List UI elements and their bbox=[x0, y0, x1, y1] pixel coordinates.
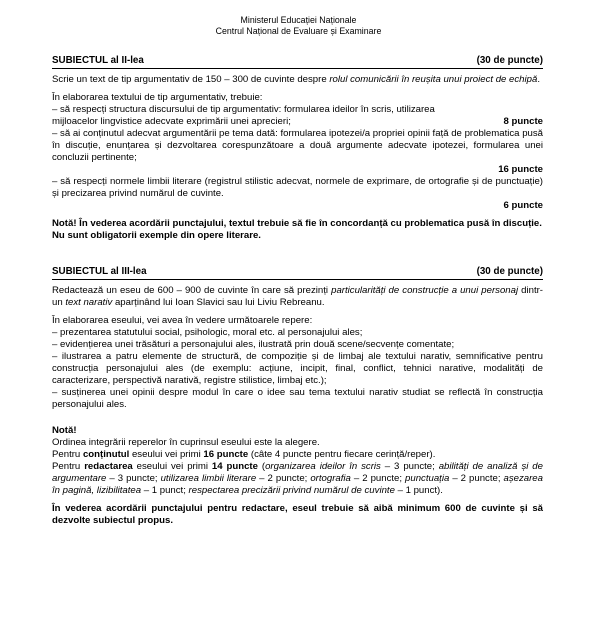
subject-3-points: (30 de puncte) bbox=[476, 266, 543, 277]
subject-3-title-row bbox=[52, 266, 543, 280]
criterion-2: – să ai conținutul adecvat argumentării pe tema dată: formularea ipotezei/a propriei opinii față de problematica pusă în discuție, enunțarea și dezvoltarea corespunzătoare a două argumente adecvate ipotezei, formularea unei concluzii pertinente; bbox=[52, 128, 543, 163]
document-header bbox=[0, 15, 597, 37]
note-content: Pentru conținutul eseului vei primi 16 puncte (câte 4 puncte pentru fiecare cerință/reper). bbox=[52, 449, 436, 460]
subject-2-points: (30 de puncte) bbox=[476, 55, 543, 66]
final-requirement: În vederea acordării punctajului pentru redactare, eseul trebuie să aibă minimum 600 de cuvinte și să dezvolte subiectul propus. bbox=[52, 503, 543, 526]
criterion-2-points: 16 puncte bbox=[498, 164, 543, 175]
subject-3 bbox=[52, 266, 543, 527]
subject-2-note-2: Nu sunt obligatorii exemple din opere literare. bbox=[52, 230, 261, 241]
criterion-1-points: 8 puncte bbox=[503, 116, 543, 127]
header-ministry: Ministerul Educației Naționale bbox=[240, 15, 357, 25]
subject-3-intro: În elaborarea eseului, vei avea în vedere următoarele repere: bbox=[52, 315, 313, 326]
note-order: Ordinea integrării reperelor în cuprinsul eseului este la alegere. bbox=[52, 437, 320, 448]
subject-3-note-title: Notă! bbox=[52, 425, 77, 436]
reper-2: – evidențierea unei trăsături a personajului ales, ilustrată prin două scene/secvențe comentate; bbox=[52, 339, 455, 350]
criterion-1-line: mijloacelor lingvistice adecvate exprimării unei aprecieri; 8 puncte bbox=[52, 116, 543, 127]
header-center: Centrul Național de Evaluare și Examinare bbox=[215, 26, 382, 36]
reper-3: – ilustrarea a patru elemente de structură, de compoziție și de limbaj ale textului narativ, semnificative pentru construcția personajului ales (de exemplu: acțiune, incipit, final, conflict, tehnici narative, modalități de caracterizare, perspectivă narativă, registre stilistice, limbaj etc.); bbox=[52, 351, 543, 386]
subject-3-title: SUBIECTUL al III-lea bbox=[52, 266, 147, 277]
criterion-3-points: 6 puncte bbox=[503, 200, 543, 211]
subject-2-intro: În elaborarea textului de tip argumentativ, trebuie: bbox=[52, 92, 263, 103]
criterion-1: – să respecți structura discursului de tip argumentativ: formularea ideilor în scris, utilizarea bbox=[52, 104, 435, 115]
reper-1: – prezentarea statutului social, psihologic, moral etc. al personajului ales; bbox=[52, 327, 363, 338]
criterion-3: – să respecți normele limbii literare (registrul stilistic adecvat, normele de exprimare, de ortografie și de punctuație) și precizarea privind numărul de cuvinte. bbox=[52, 176, 543, 199]
subject-2-title: SUBIECTUL al II-lea bbox=[52, 55, 144, 66]
note-redaction: Pentru redactarea eseului vei primi 14 puncte (organizarea ideilor în scris – 3 puncte; abilități de analiză și de argumentare – 3 puncte; utilizarea limbii literare – 2 puncte; ortografia – 2 puncte; punctuația – 2 puncte; așezarea în pagină, lizibilitatea – 1 punct; respectarea precizării privind numărul de cuvinte – 1 punct). bbox=[52, 461, 543, 496]
subject-2 bbox=[52, 55, 543, 242]
subject-2-task: Scrie un text de tip argumentativ de 150 – 300 de cuvinte despre rolul comunicării în reușita unui proiect de echipă. bbox=[52, 74, 540, 85]
reper-4: – susținerea unei opinii despre modul în care o idee sau tema textului narativ studiat se reflectă în construcția personajului ales. bbox=[52, 387, 543, 410]
subject-2-title-row bbox=[52, 55, 543, 69]
subject-3-task: Redactează un eseu de 600 – 900 de cuvinte în care să prezinți particularități de construcție a unui personaj dintr-un text narativ aparținând lui Ioan Slavici sau lui Liviu Rebreanu. bbox=[52, 285, 543, 308]
subject-2-note: Notă! În vederea acordării punctajului, textul trebuie să fie în concordanță cu problematica pusă în discuție. bbox=[52, 218, 542, 229]
